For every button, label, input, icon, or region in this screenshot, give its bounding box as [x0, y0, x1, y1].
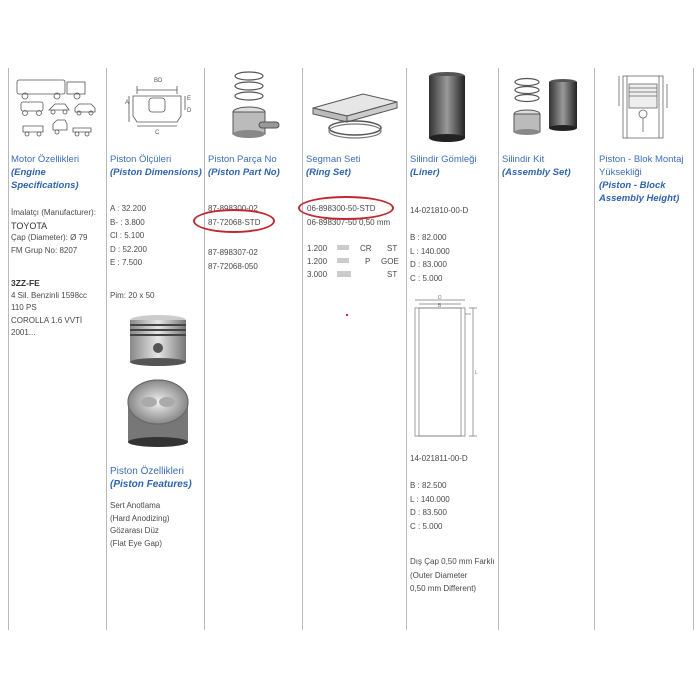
manufacturer-label: İmalatçı (Manufacturer): — [11, 208, 96, 217]
ring-set-image — [303, 68, 407, 146]
svg-text:D: D — [438, 295, 442, 301]
dim-e: E : 7.500 — [110, 258, 143, 267]
assembly-set-subtitle: (Assembly Set) — [502, 167, 571, 178]
ring-size: 1.200 — [307, 257, 328, 266]
liner-title: Silindir Gömleği — [410, 154, 477, 165]
liner-dim: C : 5.000 — [410, 273, 443, 283]
ring-set-column — [302, 68, 407, 630]
assembly-height-column — [594, 68, 694, 630]
ring-set-subtitle: (Ring Set) — [306, 167, 351, 178]
svg-text:E: E — [187, 96, 192, 102]
liner-part-number: 14-021810-00-D — [410, 206, 469, 215]
piston-dimensions-subtitle: (Piston Dimensions) — [110, 167, 202, 178]
stray-red-dot — [346, 314, 348, 316]
liner-note: 0,50 mm Different) — [410, 584, 477, 593]
piston-with-rings-image — [205, 68, 303, 146]
liner-dim: C : 5.000 — [410, 521, 443, 531]
ring-type: CR — [360, 244, 372, 253]
assembly-height-subtitle-line2: Assembly Height) — [599, 193, 680, 204]
dim-d: D : 52.200 — [110, 244, 147, 254]
liner-dim: D : 83.000 — [410, 260, 447, 269]
svg-text:B: B — [438, 303, 442, 309]
liner-dim: L : 140.000 — [410, 494, 450, 504]
piston-part-number: 87-898307-02 — [208, 248, 258, 257]
piston-dimension-diagram — [107, 68, 205, 146]
liner-dim: B : 82.500 — [410, 481, 447, 490]
feature-line: Gözarası Düz — [110, 526, 159, 535]
piston-dimensions-title: Piston Ölçüleri — [110, 154, 172, 165]
piston-top-image — [125, 372, 191, 450]
assembly-height-diagram — [595, 68, 693, 146]
ring-profile-icon — [337, 271, 351, 277]
feature-line: (Hard Anodizing) — [110, 513, 170, 523]
dim-b: B- : 3.800 — [110, 217, 145, 227]
ring-part-number: 06-898300-50-STD — [307, 204, 376, 213]
engine-code: 3ZZ-FE — [11, 278, 40, 288]
engine-diameter: Çap (Diameter): Ø 79 — [11, 233, 88, 242]
group-number: FM Grup No: 8207 — [11, 245, 78, 255]
liner-dim: B : 82.000 — [410, 233, 447, 242]
assembly-height-title: Piston - Blok Montaj — [599, 154, 684, 165]
piston-part-subtitle: (Piston Part No) — [208, 167, 280, 178]
dim-cl: Cl : 5.100 — [110, 231, 145, 240]
svg-text:BD: BD — [154, 78, 163, 84]
liner-note: (Outer Diameter — [410, 570, 468, 580]
feature-line: Sert Anotlama — [110, 501, 161, 510]
ring-coating: GOE — [381, 257, 399, 266]
ring-spec-row — [307, 268, 403, 281]
ring-part-number: 06-898307-50 0,50 mm — [307, 217, 391, 227]
piston-part-number: 87-72068-STD — [208, 217, 261, 227]
engine-power: 110 PS — [11, 303, 37, 312]
piston-part-title: Piston Parça No — [208, 154, 277, 165]
svg-text:D: D — [187, 108, 192, 114]
liner-dim: L : 140.000 — [410, 246, 450, 256]
dim-a: A : 32.200 — [110, 204, 147, 213]
liner-image — [407, 68, 499, 146]
vehicle-model: COROLLA 1.6 VVTİ — [11, 315, 83, 325]
ring-spec-row — [307, 255, 403, 268]
model-year: 2001... — [11, 328, 36, 337]
ring-size: 3.000 — [307, 270, 328, 279]
piston-part-column — [204, 68, 303, 630]
svg-text:A: A — [125, 100, 130, 106]
piston-part-number: 87-898300-02 — [208, 204, 258, 213]
ring-set-title: Segman Seti — [306, 154, 361, 165]
ring-type: P — [365, 257, 371, 266]
ring-profile-icon — [337, 245, 349, 250]
piston-features-subtitle: (Piston Features) — [110, 479, 192, 490]
liner-note: Dış Çap 0,50 mm Farklı — [410, 557, 495, 566]
ring-size: 1.200 — [307, 244, 328, 253]
assembly-height-title-line2: Yüksekliği — [599, 167, 642, 178]
liner-dimension-diagram — [407, 294, 499, 444]
assembly-set-title: Silindir Kit — [502, 154, 545, 165]
ring-spec-row — [307, 242, 403, 255]
vehicles-illustration — [9, 68, 107, 146]
highlight-ring-part — [298, 196, 394, 220]
pin-size: Pim: 20 x 50 — [110, 291, 155, 300]
engine-specs-subtitle: (Engine Specifications) — [11, 167, 79, 191]
liner-part-number: 14-021811-00-D — [410, 454, 468, 463]
engine-type: 4 Sil. Benzinli 1598cc — [11, 290, 88, 300]
ring-coating: ST — [387, 270, 398, 279]
piston-features-title: Piston Özellikleri — [110, 466, 184, 477]
piston-dimensions-column — [106, 68, 205, 630]
engine-specs-column — [8, 68, 107, 630]
svg-text:C: C — [155, 130, 160, 136]
engine-specs-title: Motor Özellikleri — [11, 154, 80, 165]
ring-coating: ST — [387, 244, 398, 253]
svg-text:L: L — [475, 370, 478, 376]
liner-dim: D : 83.500 — [410, 508, 447, 517]
assembly-set-image — [499, 68, 595, 146]
liner-subtitle: (Liner) — [410, 167, 440, 178]
assembly-height-subtitle: (Piston - Block — [599, 180, 666, 191]
assembly-set-column — [498, 68, 595, 630]
piston-part-number: 87-72068-050 — [208, 261, 258, 271]
manufacturer-name: TOYOTA — [11, 220, 48, 231]
feature-line: (Flat Eye Gap) — [110, 538, 163, 548]
liner-column — [406, 68, 499, 630]
piston-side-image — [127, 314, 189, 368]
ring-profile-icon — [337, 258, 349, 263]
highlight-piston-part — [193, 209, 275, 233]
